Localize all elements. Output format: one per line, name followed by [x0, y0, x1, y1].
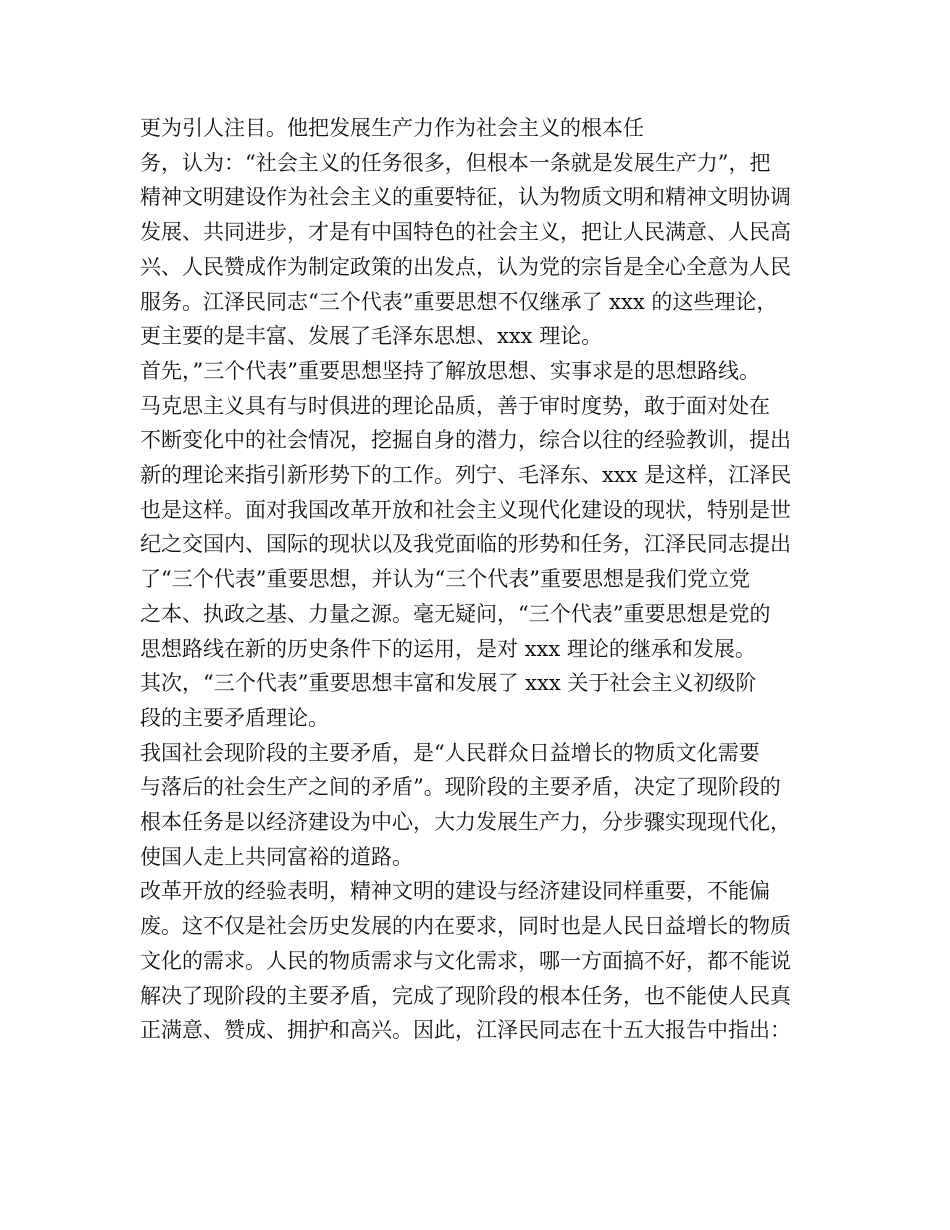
- text-line: 务，认为：“社会主义的任务很多，但根本一条就是发展生产力”，把: [140, 150, 771, 175]
- text-line: 兴、人民赞成作为制定政策的出发点，认为党的宗旨是全心全意为人民: [140, 254, 791, 279]
- text-line: 之本、执政之基、力量之源。毫无疑问，“三个代表”重要思想是党的: [140, 601, 771, 626]
- text-line: 纪之交国内、国际的现状以及我党面临的形势和任务，江泽民同志提出: [140, 532, 791, 557]
- text-line: 我国社会现阶段的主要矛盾，是“人民群众日益增长的物质文化需要: [140, 740, 760, 765]
- text-line: 改革开放的经验表明，精神文明的建设与经济建设同样重要，不能偏: [140, 879, 770, 904]
- text-line: 使国人走上共同富裕的道路。: [140, 844, 413, 869]
- text-line: 精神文明建设作为社会主义的重要特征，认为物质文明和精神文明协调: [140, 185, 791, 210]
- text-line: 与落后的社会生产之间的矛盾”。现阶段的主要矛盾，决定了现阶段的: [140, 775, 781, 800]
- text-line: 根本任务是以经济建设为中心，大力发展生产力，分步骤实现现代化，: [140, 810, 791, 835]
- text-line: 也是这样。面对我国改革开放和社会主义现代化建设的现状，特别是世: [140, 497, 791, 522]
- text-line: 新的理论来指引新形势下的工作。列宁、毛泽东、xxx 是这样，江泽民: [140, 463, 792, 488]
- text-line: 发展、共同进步，才是有中国特色的社会主义，把让人民满意、人民高: [140, 220, 791, 245]
- text-line: 正满意、赞成、拥护和高兴。因此，江泽民同志在十五大报告中指出：: [140, 1018, 791, 1043]
- text-line: 服务。江泽民同志“三个代表”重要思想不仅继承了 xxx 的这些理论，: [140, 289, 778, 314]
- text-line: 更主要的是丰富、发展了毛泽东思想、xxx 理论。: [140, 324, 603, 349]
- text-line: 了“三个代表”重要思想，并认为“三个代表”重要思想是我们党立党: [140, 567, 750, 592]
- body-text: [140, 111, 820, 1048]
- text-line: 文化的需求。人民的物质需求与文化需求，哪一方面搞不好，都不能说: [140, 948, 791, 973]
- text-line: 首先，”三个代表”重要思想坚持了解放思想、实事求是的思想路线。: [140, 358, 760, 383]
- text-line: 段的主要矛盾理论。: [140, 705, 329, 730]
- text-line: 马克思主义具有与时俱进的理论品质，善于审时度势，敢于面对处在: [140, 393, 770, 418]
- text-line: 不断变化中的社会情况，挖掘自身的潜力，综合以往的经验教训，提出: [140, 428, 791, 453]
- text-line: 思想路线在新的历史条件下的运用，是对 xxx 理论的继承和发展。: [140, 636, 756, 661]
- text-line: 废。这不仅是社会历史发展的内在要求，同时也是人民日益增长的物质: [140, 914, 791, 939]
- text-line: 更为引人注目。他把发展生产力作为社会主义的根本任: [140, 116, 644, 140]
- text-line: 解决了现阶段的主要矛盾，完成了现阶段的根本任务，也不能使人民真: [140, 983, 791, 1008]
- text-line: 其次，“三个代表”重要思想丰富和发展了 xxx 关于社会主义初级阶: [140, 671, 757, 696]
